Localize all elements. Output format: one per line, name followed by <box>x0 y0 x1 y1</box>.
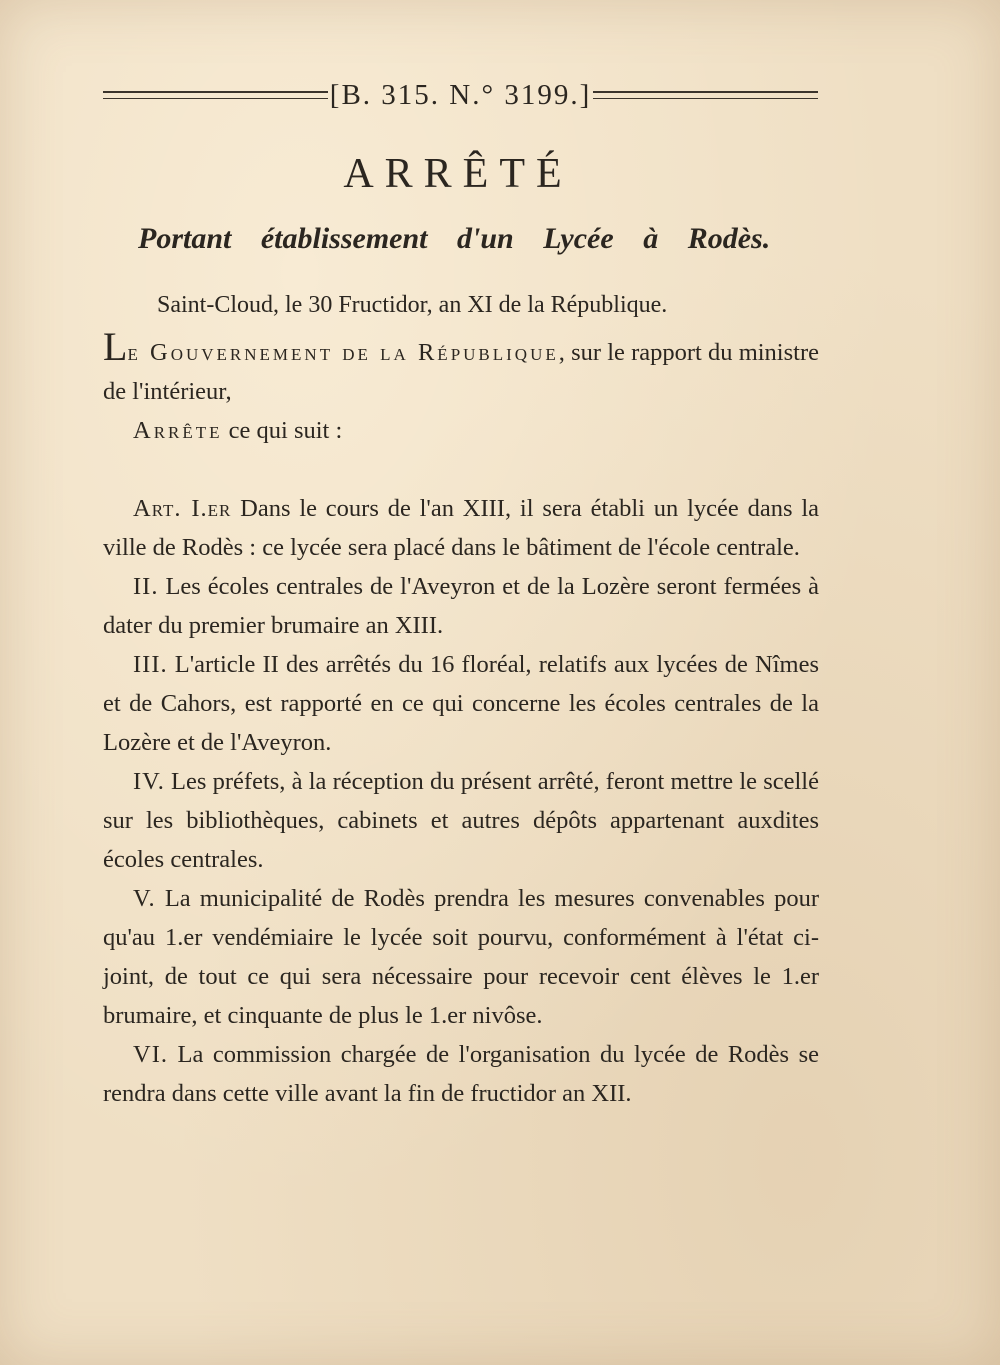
article-label: Art. I.er <box>133 495 232 522</box>
article-label: V. <box>133 885 156 912</box>
article-6 <box>103 1035 819 1113</box>
article-2 <box>103 567 819 645</box>
preamble <box>103 324 819 411</box>
article-1 <box>103 489 819 567</box>
article-label: III. <box>133 651 168 678</box>
document-subtitle: Portant établissement d'un Lycée à Rodès. <box>138 222 771 255</box>
bulletin-reference: [B. 315. N.° 3199.] <box>329 78 592 111</box>
header-rule-right <box>593 91 818 99</box>
document-title: ARRÊTÉ <box>343 151 573 197</box>
article-label: II. <box>133 573 159 600</box>
decree-formula <box>103 411 819 450</box>
article-3 <box>103 645 819 762</box>
article-text: La municipalité de Rodès prendra les mesures convenables pour qu'au 1.er vendémiaire le lycée soit pourvu, conformément à l'état ci-joint, de tout ce qui sera nécessaire pour recevoir cent élèves le 1.er brumaire, et cinquante de plus le 1.er nivôse. <box>103 885 819 1029</box>
article-label: VI. <box>133 1041 168 1068</box>
document-body <box>103 324 820 1113</box>
decree-label: Arrête <box>133 417 223 444</box>
preamble-text: , sur le rapport du ministre de l'intérieur, <box>103 339 819 405</box>
article-text: Les préfets, à la réception du présent arrêté, feront mettre le scellé sur les bibliothèques, cabinets et autres dépôts appartenant auxdites écoles centrales. <box>103 768 819 873</box>
government-heading: e Gouvernement de la République <box>127 339 559 366</box>
article-4 <box>103 762 819 879</box>
decree-text: ce qui suit : <box>222 417 343 444</box>
drop-capital: L <box>103 324 128 369</box>
article-text: Les écoles centrales de l'Aveyron et de la Lozère seront fermées à dater du premier brumaire an XIII. <box>103 573 819 639</box>
article-text: L'article II des arrêtés du 16 floréal, relatifs aux lycées de Nîmes et de Cahors, est rapporté en ce qui concerne les écoles centrales de la Lozère et de l'Aveyron. <box>103 651 819 756</box>
article-5 <box>103 879 819 1035</box>
dateline: Saint-Cloud, le 30 Fructidor, an XI de la République. <box>157 292 668 318</box>
bulletin-header <box>103 80 818 110</box>
article-label: IV. <box>133 768 165 795</box>
header-rule-left <box>103 91 328 99</box>
article-text: La commission chargée de l'organisation du lycée de Rodès se rendra dans cette ville avant la fin de fructidor an XII. <box>103 1041 819 1107</box>
article-text: Dans le cours de l'an XIII, il sera établi un lycée dans la ville de Rodès : ce lycée sera placé dans le bâtiment de l'école centrale. <box>103 495 820 561</box>
